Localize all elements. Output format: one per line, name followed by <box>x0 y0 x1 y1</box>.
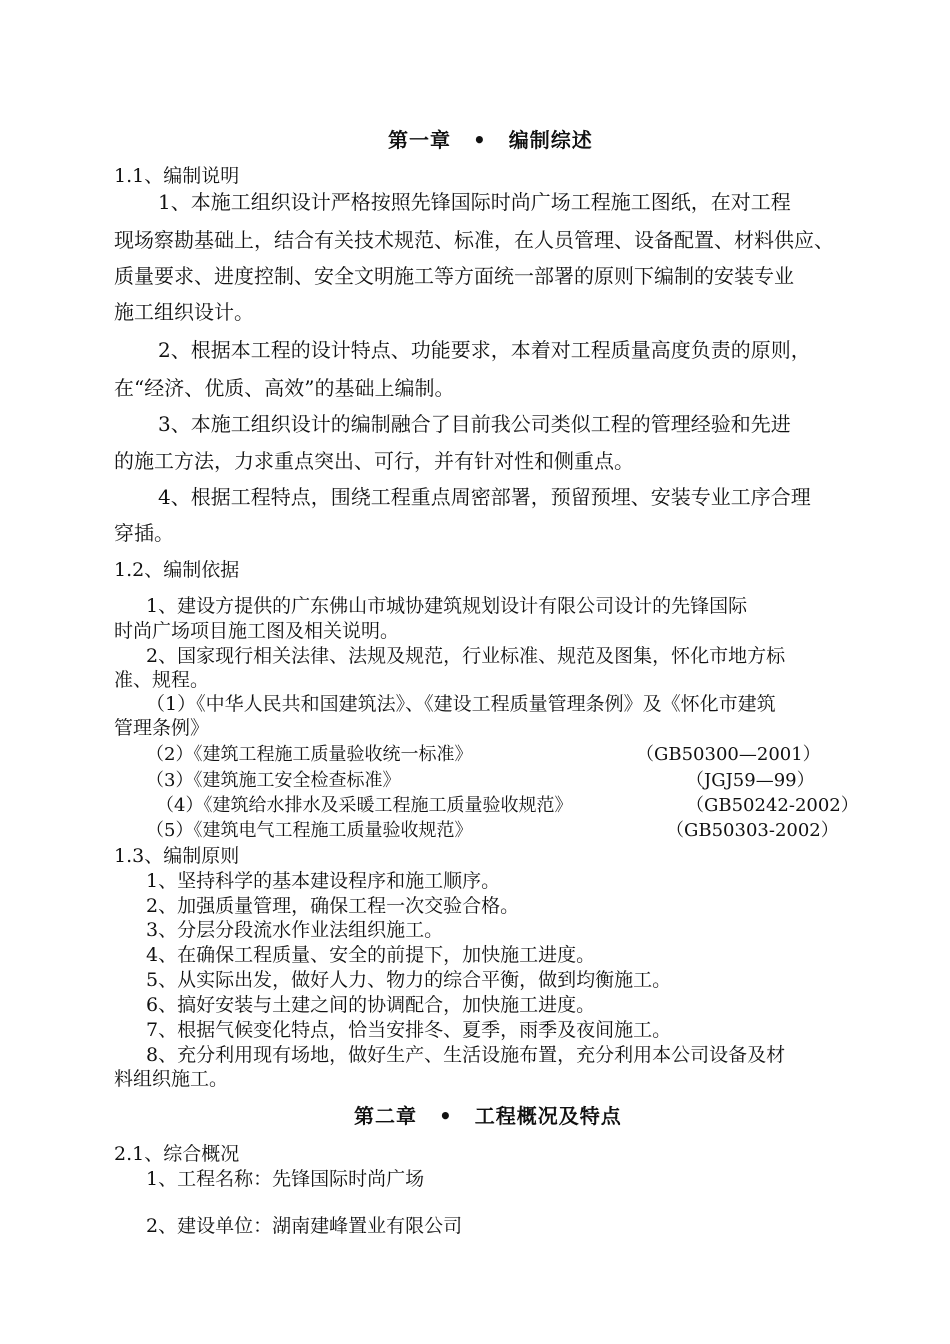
section-1-3-heading: 1.3、编制原则 <box>114 845 240 867</box>
paragraph-line: 2、国家现行相关法律、法规及规范，行业标准、规范及图集，怀化市地方标 <box>146 645 786 667</box>
paragraph-line: 1、本施工组织设计严格按照先锋国际时尚广场工程施工图纸，在对工程 <box>158 190 791 214</box>
list-item: 8、充分利用现有场地，做好生产、生活设施布置，充分利用本公司设备及材 <box>146 1044 786 1066</box>
list-item: 5、从实际出发，做好人力、物力的综合平衡，做到均衡施工。 <box>146 969 672 991</box>
list-item: 6、搞好安装与土建之间的协调配合，加快施工进度。 <box>146 994 596 1016</box>
list-item: 3、分层分段流水作业法组织施工。 <box>146 919 444 941</box>
chapter-1-name: 编制综述 <box>508 128 593 152</box>
list-item: 7、根据气候变化特点，恰当安排冬、夏季，雨季及夜间施工。 <box>146 1019 672 1041</box>
standard-name: （5）《建筑电气工程施工质量验收规范》 <box>146 820 473 841</box>
standard-code: （GB50303-2002） <box>666 820 839 841</box>
section-1-1-heading: 1.1、编制说明 <box>114 165 240 187</box>
paragraph-line: 现场察勘基础上，结合有关技术规范、标准，在人员管理、设备配置、材料供应、 <box>114 228 834 252</box>
paragraph-line: 1、建设方提供的广东佛山市城协建筑规划设计有限公司设计的先锋国际 <box>146 595 748 617</box>
chapter-2-number: 第二章 <box>354 1104 417 1128</box>
paragraph-line: 3、本施工组织设计的编制融合了目前我公司类似工程的管理经验和先进 <box>158 412 791 436</box>
info-line: 1、工程名称：先锋国际时尚广场 <box>146 1168 425 1190</box>
list-item: 4、在确保工程质量、安全的前提下，加快施工进度。 <box>146 944 596 966</box>
info-line: 2、建设单位：湖南建峰置业有限公司 <box>146 1215 463 1237</box>
chapter-2-title <box>354 1100 622 1129</box>
bullet-dot-icon: • <box>473 128 487 152</box>
paragraph-line: 质量要求、进度控制、安全文明施工等方面统一部署的原则下编制的安装专业 <box>114 264 794 288</box>
paragraph-line: 施工组织设计。 <box>114 300 254 324</box>
paragraph-line: 4、根据工程特点，围绕工程重点周密部署，预留预埋、安装专业工序合理 <box>158 485 811 509</box>
paragraph-line: 穿插。 <box>114 521 174 545</box>
standard-code: （GB50300—2001） <box>636 744 821 765</box>
chapter-1-number: 第一章 <box>388 128 451 152</box>
list-item: 料组织施工。 <box>114 1068 229 1090</box>
chapter-1-title <box>388 124 593 153</box>
section-2-1-heading: 2.1、综合概况 <box>114 1143 240 1165</box>
standard-name: （3）《建筑施工安全检查标准》 <box>146 770 401 791</box>
list-item: 1、坚持科学的基本建设程序和施工顺序。 <box>146 870 501 892</box>
standard-name: （4）《建筑给水排水及采暖工程施工质量验收规范》 <box>156 795 573 816</box>
standard-code: （GB50242-2002） <box>686 795 859 816</box>
paragraph-line: 时尚广场项目施工图及相关说明。 <box>114 620 400 642</box>
chapter-2-name: 工程概况及特点 <box>474 1104 622 1128</box>
paragraph-line: 的施工方法，力求重点突出、可行，并有针对性和侧重点。 <box>114 449 634 473</box>
paragraph-line: 2、根据本工程的设计特点、功能要求，本着对工程质量高度负责的原则， <box>158 338 811 362</box>
standard-code: （JGJ59—99） <box>686 770 815 791</box>
paragraph-line: 在“经济、优质、高效”的基础上编制。 <box>114 376 455 400</box>
paragraph-line: （1）《中华人民共和国建筑法》、《建设工程质量管理条例》及《怀化市建筑 <box>146 693 776 715</box>
list-item: 2、加强质量管理，确保工程一次交验合格。 <box>146 895 520 917</box>
standard-name: （2）《建筑工程施工质量验收统一标准》 <box>146 744 473 765</box>
paragraph-line: 准、规程。 <box>114 669 210 691</box>
paragraph-line: 管理条例》 <box>114 717 210 739</box>
section-1-2-heading: 1.2、编制依据 <box>114 559 240 581</box>
bullet-dot-icon: • <box>439 1104 453 1128</box>
